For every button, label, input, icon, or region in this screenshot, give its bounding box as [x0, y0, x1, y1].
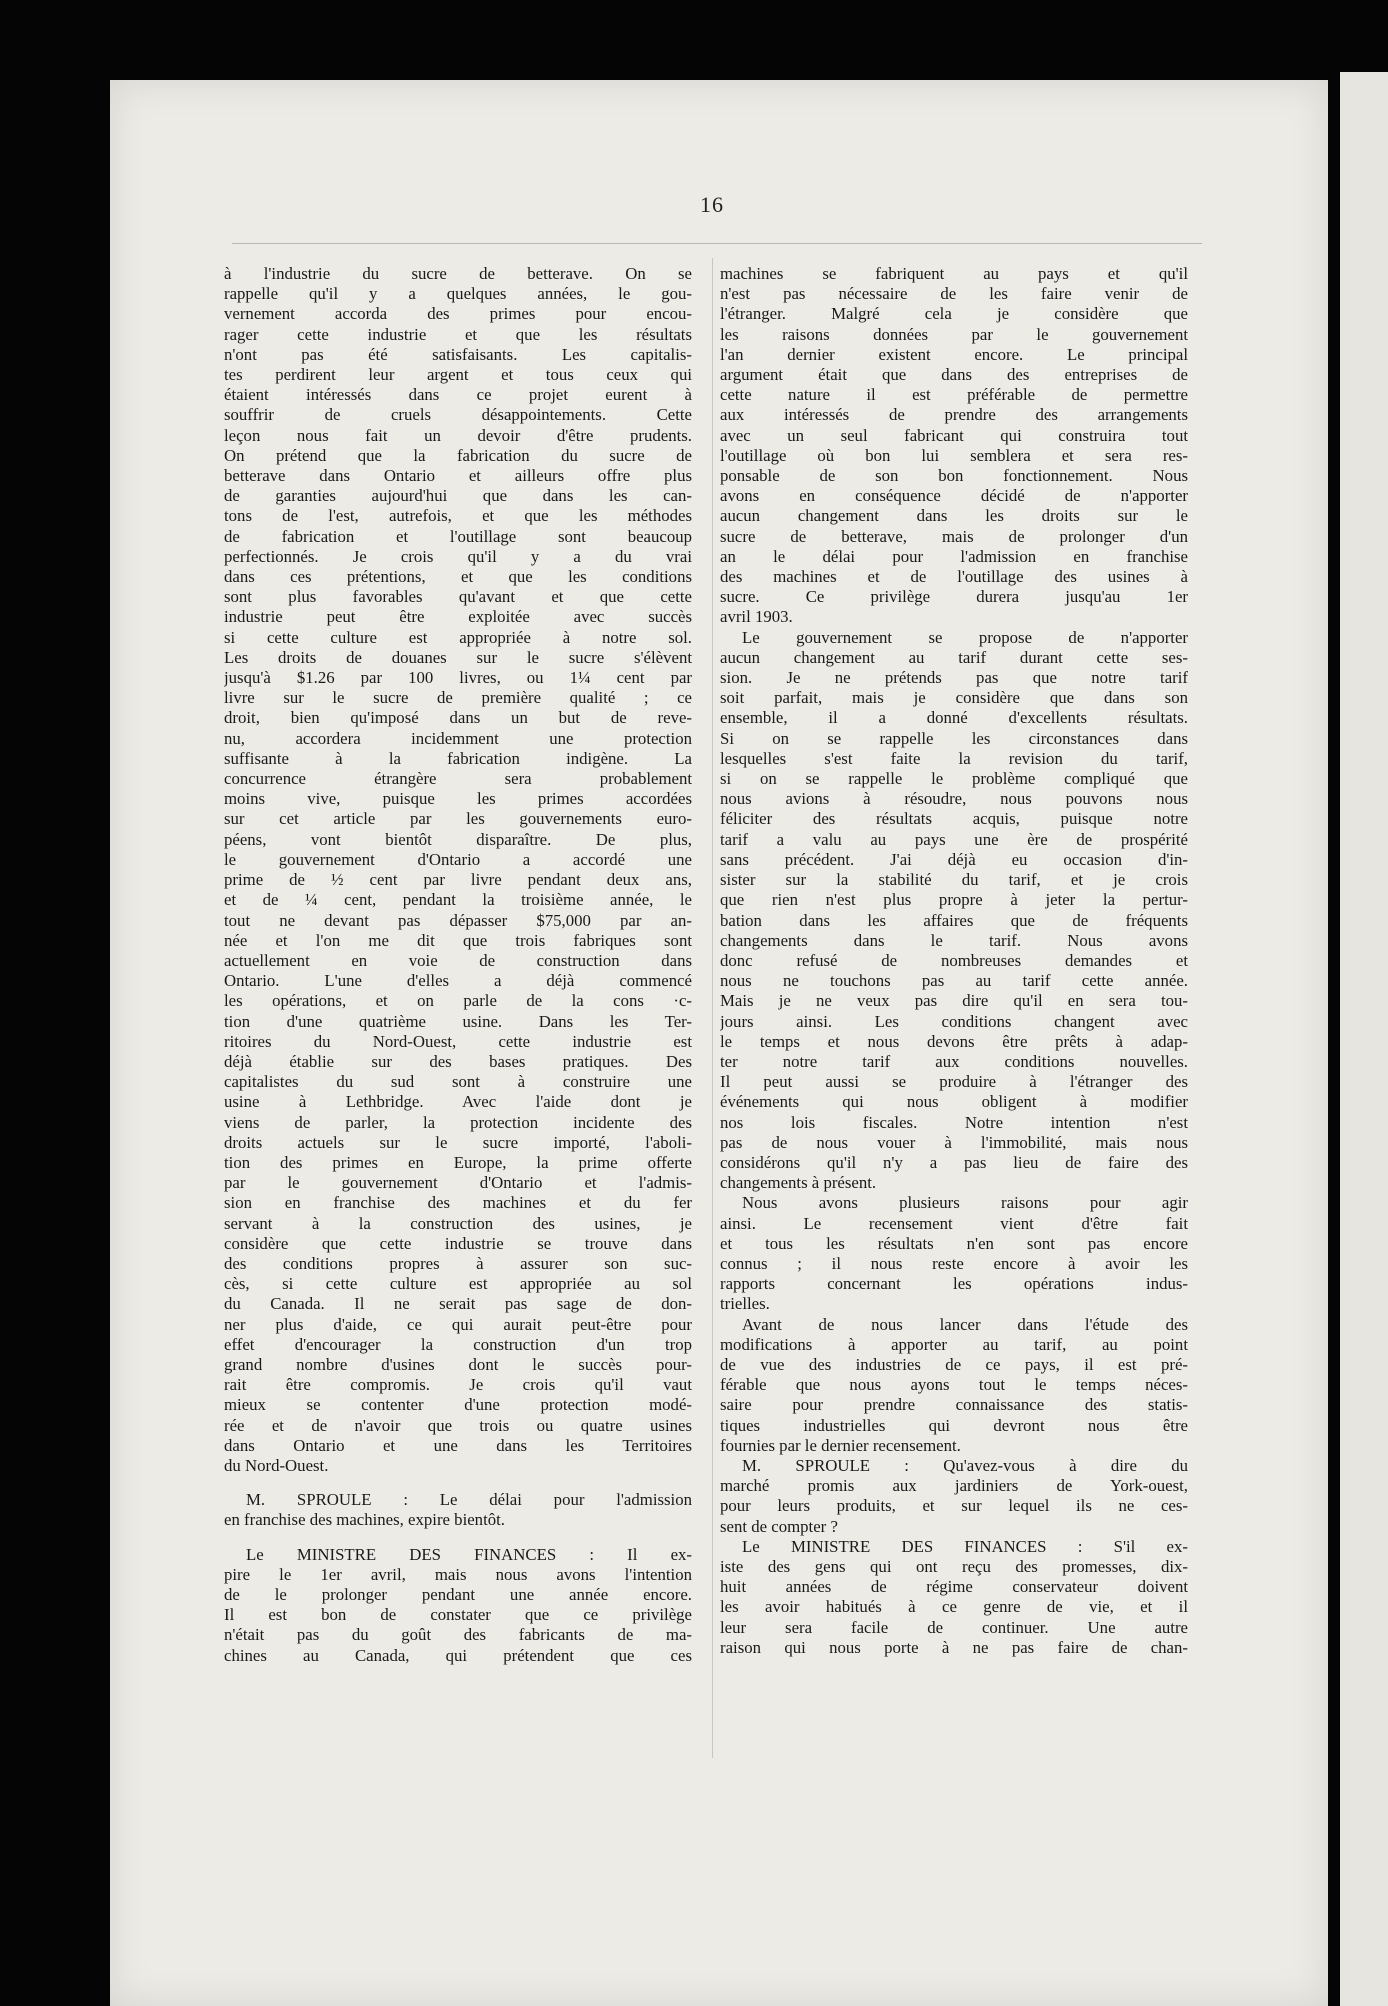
text-line: considère que cette industrie se trouve dans [224, 1233, 692, 1253]
text-line: trielles. [720, 1294, 770, 1314]
text-line: vernement accorda des primes pour encou- [224, 304, 692, 324]
text-line: soit parfait, mais je considère que dans son [720, 688, 1188, 708]
text-line: machines se fabriquent au pays et qu'il [720, 264, 1188, 283]
text-line: et tous les résultats n'en sont pas encore [720, 1233, 1188, 1253]
text-line: n'était pas du goût des fabricants de ma- [224, 1625, 692, 1645]
text-line: considérons qu'il n'y a pas lieu de faire des [720, 1152, 1188, 1172]
text-line: an le délai pour l'admission en franchise [720, 546, 1188, 566]
text-line: Les droits de douanes sur le sucre s'élèvent [224, 647, 692, 667]
text-line: argument était que dans des entreprises de [720, 365, 1188, 385]
text-line: suffisante à la fabrication indigène. La [224, 748, 692, 768]
text-line: usine à Lethbridge. Avec l'aide dont je [224, 1092, 692, 1112]
text-line: Le MINISTRE DES FINANCES : S'il ex- [742, 1536, 1188, 1556]
text-line: leur sera facile de continuer. Une autre [720, 1617, 1188, 1637]
text-line: ritoires du Nord-Ouest, cette industrie est [224, 1031, 692, 1051]
text-line: sion en franchise des machines et du fer [224, 1193, 692, 1213]
text-line: l'outillage où bon lui semblera et sera res- [720, 445, 1188, 465]
text-line: Nous avons plusieurs raisons pour agir [742, 1193, 1188, 1213]
text-line: ner plus d'aide, ce qui aurait peut-être pour [224, 1314, 692, 1334]
text-line: l'étranger. Malgré cela je considère que [720, 304, 1188, 324]
text-line: betterave dans Ontario et ailleurs offre plus [224, 466, 692, 486]
text-line: nu, accordera incidemment une protection [224, 728, 692, 748]
text-line: dans ces prétentions, et que les conditions [224, 567, 692, 587]
text-line: servant à la construction des usines, je [224, 1213, 692, 1233]
text-line: Avant de nous lancer dans l'étude des [742, 1314, 1188, 1334]
text-line: à l'industrie du sucre de betterave. On se [224, 264, 692, 283]
text-line: marché promis aux jardiniers de York-ouest, [720, 1476, 1188, 1496]
text-line: et de ¼ cent, pendant la troisième année, le [224, 890, 692, 910]
text-line: les avoir habitués à ce genre de vie, et il [720, 1597, 1188, 1617]
text-line: tout ne devant pas dépasser $75,000 par an- [224, 910, 692, 930]
text-line: droit, bien qu'imposé dans un but de reve- [224, 708, 692, 728]
text-line: concurrence étrangère sera probablement [224, 769, 692, 789]
text-line: viens de parler, la protection incidente des [224, 1112, 692, 1132]
text-line: ter notre tarif aux conditions nouvelles. [720, 1051, 1188, 1071]
text-line: cès, si cette culture est appropriée au sol [224, 1274, 692, 1294]
text-line: tion des primes en Europe, la prime offerte [224, 1152, 692, 1172]
text-line: pour leurs produits, et sur lequel ils ne ces- [720, 1496, 1188, 1516]
text-line: Mais je ne veux pas dire qu'il en sera tou- [720, 991, 1188, 1011]
text-line: tons de l'est, autrefois, et que les méthodes [224, 506, 692, 526]
text-line: iste des gens qui ont reçu des promesses, dix- [720, 1557, 1188, 1576]
text-line: livre sur le sucre de première qualité ; ce [224, 688, 692, 708]
text-line: modifications à apporter au tarif, au point [720, 1334, 1188, 1354]
text-line: tiques industrielles qui devront nous être [720, 1415, 1188, 1435]
text-line: sucre de betterave, mais de prolonger d'un [720, 526, 1188, 546]
page-number: 16 [700, 192, 724, 217]
text-line: férable que nous ayons tout le temps néces- [720, 1375, 1188, 1395]
text-line: nous ne touchons pas au tarif cette année. [720, 971, 1188, 991]
text-line: donc refusé de nombreuses demandes et [720, 950, 1188, 970]
text-line: par le gouvernement d'Ontario et l'admis- [224, 1173, 692, 1193]
text-line: en franchise des machines, expire bientôt. [224, 1510, 505, 1530]
text-line: aucun changement dans les droits sur le [720, 506, 1188, 526]
text-line: nos lois fiscales. Notre intention n'est [720, 1112, 1188, 1132]
text-line: M. SPROULE : Qu'avez-vous à dire du [742, 1455, 1188, 1475]
text-line: que rien n'est plus propre à jeter la pertur- [720, 890, 1188, 910]
text-line: des conditions propres à assurer son suc- [224, 1253, 692, 1273]
text-line: On prétend que la fabrication du sucre de [224, 445, 692, 465]
text-line: l'an dernier existent encore. Le principal [720, 344, 1188, 364]
text-line: saire pour prendre connaissance des statis- [720, 1395, 1188, 1415]
text-line: sans précédent. J'ai déjà eu occasion d'in- [720, 849, 1188, 869]
text-line: si on se rappelle le problème compliqué que [720, 769, 1188, 789]
text-line: des machines et de l'outillage des usines à [720, 567, 1188, 587]
text-line: tarif a valu au pays une ère de prospérité [720, 829, 1188, 849]
text-line: tes perdirent leur argent et tous ceux qui [224, 365, 692, 385]
text-line: changements dans le tarif. Nous avons [720, 930, 1188, 950]
text-line: étaient intéressés dans ce projet eurent à [224, 385, 692, 405]
text-line: grand nombre d'usines dont le succès pour- [224, 1354, 692, 1374]
text-line: sent de compter ? [720, 1516, 838, 1536]
text-line: féliciter des résultats acquis, puisque notre [720, 809, 1188, 829]
text-line: du Canada. Il ne serait pas sage de don- [224, 1294, 692, 1314]
text-line: Le MINISTRE DES FINANCES : Il ex- [246, 1544, 692, 1564]
text-line: de le prolonger pendant une année encore. [224, 1585, 692, 1604]
text-line: M. SPROULE : Le délai pour l'admission [246, 1490, 692, 1510]
text-line: sister sur la stabilité du tarif, et je crois [720, 870, 1188, 890]
text-line: n'est pas nécessaire de les faire venir de [720, 284, 1188, 304]
text-line: aucun changement au tarif durant cette ses- [720, 647, 1188, 667]
text-line: Ontario. L'une d'elles a déjà commencé [224, 971, 692, 991]
text-line: prime de ½ cent par livre pendant deux ans, [224, 870, 692, 890]
text-line: événements qui nous obligent à modifier [720, 1092, 1188, 1112]
text-line: rait être compromis. Je crois qu'il vaut [224, 1375, 692, 1395]
text-line: pire le 1er avril, mais nous avons l'intention [224, 1564, 692, 1584]
text-line: dans Ontario et une dans les Territoires [224, 1435, 692, 1455]
text-line: industrie peut être exploitée avec succès [224, 607, 692, 627]
text-line: les opérations, et on parle de la cons ·c- [224, 991, 692, 1011]
text-line: fournies par le dernier recensement. [720, 1435, 961, 1455]
text-line: cette nature il est préférable de permettre [720, 385, 1188, 405]
text-line: déjà établie sur des bases pratiques. Des [224, 1051, 692, 1071]
right-column [720, 264, 1188, 1658]
text-line: leçon nous fait un devoir d'être prudents. [224, 425, 692, 445]
text-line: chines au Canada, qui prétendent que ces [224, 1645, 692, 1665]
text-line: n'ont pas été satisfaisants. Les capitalis- [224, 344, 692, 364]
text-line: capitalistes du sud sont à construire une [224, 1072, 692, 1092]
text-line: connus ; il nous reste encore à avoir les [720, 1253, 1188, 1273]
text-line: née et l'on me dit que trois fabriques sont [224, 930, 692, 950]
text-line: perfectionnés. Je crois qu'il y a du vrai [224, 546, 692, 566]
text-line: lesquelles s'est faite la revision du tarif, [720, 748, 1188, 768]
text-line: rappelle qu'il y a quelques années, le gou- [224, 284, 692, 304]
adjacent-page-edge [1340, 72, 1388, 2006]
text-line: jours ainsi. Les conditions changent avec [720, 1011, 1188, 1031]
text-line: avril 1903. [720, 607, 793, 627]
text-line: le temps et nous devons être prêts à adap- [720, 1031, 1188, 1051]
text-line: jusqu'à $1.26 par 100 livres, ou 1¼ cent par [224, 668, 692, 688]
text-line: pas de nous vouer à l'immobilité, mais nous [720, 1132, 1188, 1152]
text-line: avons en conséquence décidé de n'apporter [720, 486, 1188, 506]
left-column [224, 264, 692, 1666]
text-line: tion d'une quatrième usine. Dans les Ter- [224, 1011, 692, 1031]
text-line: moins vive, puisque les primes accordées [224, 789, 692, 809]
text-line: Le gouvernement se propose de n'apporter [742, 627, 1188, 647]
text-line: de vue des industries de ce pays, il est pré- [720, 1354, 1188, 1374]
text-line: sont plus favorables qu'avant et que cette [224, 587, 692, 607]
text-line: bation dans les affaires que de fréquents [720, 910, 1188, 930]
text-line: de garanties aujourd'hui que dans les can- [224, 486, 692, 506]
text-line: actuellement en voie de construction dans [224, 950, 692, 970]
text-line: les raisons données par le gouvernement [720, 324, 1188, 344]
text-line: péens, vont bientôt disparaître. De plus, [224, 829, 692, 849]
text-line: rager cette industrie et que les résultats [224, 324, 692, 344]
text-line: sur cet article par les gouvernements euro- [224, 809, 692, 829]
text-line: sion. Je ne prétends pas que notre tarif [720, 668, 1188, 688]
text-line: si cette culture est appropriée à notre sol. [224, 627, 692, 647]
text-line: nous avions à résoudre, nous pouvons nous [720, 789, 1188, 809]
text-line: huit années de régime conservateur doivent [720, 1577, 1188, 1597]
text-line: raison qui nous porte à ne pas faire de chan- [720, 1637, 1188, 1657]
paragraph-gap [224, 1476, 692, 1490]
text-line: Si on se rappelle les circonstances dans [720, 728, 1188, 748]
text-line: rapports concernant les opérations indus- [720, 1274, 1188, 1294]
text-line: sucre. Ce privilège durera jusqu'au 1er [720, 587, 1188, 607]
text-line: effet d'encourager la construction d'un trop [224, 1334, 692, 1354]
text-line: changements à présent. [720, 1173, 877, 1193]
text-line: ensemble, il a donné d'excellents résultats. [720, 708, 1188, 728]
column-divider [712, 258, 713, 1758]
text-line: de fabrication et l'outillage sont beaucoup [224, 526, 692, 546]
text-line: rée et de n'avoir que trois ou quatre usines [224, 1415, 692, 1435]
text-line: ponsable de son bon fonctionnement. Nous [720, 466, 1188, 486]
text-line: droits actuels sur le sucre importé, l'aboli- [224, 1132, 692, 1152]
text-line: Il peut aussi se produire à l'étranger des [720, 1072, 1188, 1092]
text-line: souffrir de cruels désappointements. Cette [224, 405, 692, 425]
text-line: Il est bon de constater que ce privilège [224, 1605, 692, 1625]
header-rule [232, 243, 1202, 244]
text-line: aux intéressés de prendre des arrangements [720, 405, 1188, 425]
text-line: mieux se contenter d'une protection modé- [224, 1395, 692, 1415]
text-line: avec un seul fabricant qui construira tout [720, 425, 1188, 445]
text-line: du Nord-Ouest. [224, 1455, 329, 1475]
paragraph-gap [224, 1531, 692, 1545]
text-line: le gouvernement d'Ontario a accordé une [224, 849, 692, 869]
text-line: ainsi. Le recensement vient d'être fait [720, 1213, 1188, 1233]
